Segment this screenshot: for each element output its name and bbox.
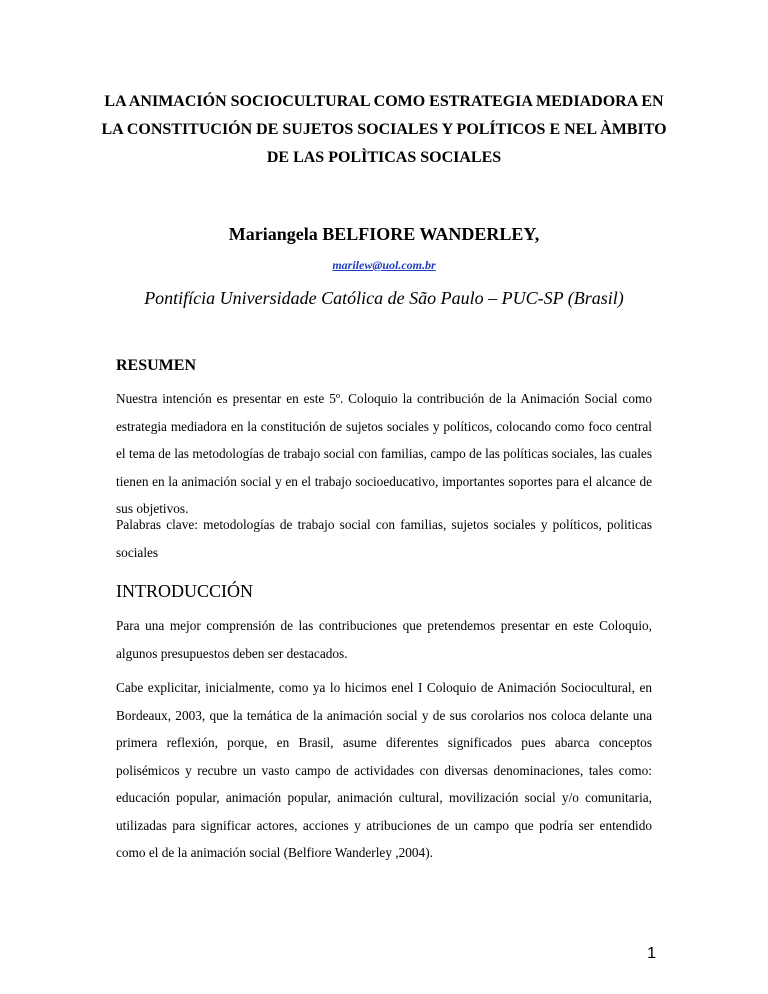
- author-email: [100, 257, 668, 273]
- author-name: Mariangela BELFIORE WANDERLEY,: [228, 224, 540, 244]
- email-link[interactable]: marilew@uol.com.br: [332, 258, 436, 272]
- introduccion-heading: INTRODUCCIÓN: [116, 581, 253, 601]
- intro-paragraph-2: Cabe explicitar, inicialmente, como ya lo hicimos enel I Coloquio de Animación Sociocultural, en Bordeaux, 2003, que la temática de la animación social y de sus corolarios nos coloca delante una primera reflexión, porque, en Brasil, asume diferentes significados pues abarca conceptos polisémicos y recubre un vasto campo de actividades con diversas denominaciones, tales como: educación popular, animación popular, animación cultural, movilización social y/o comunitaria, utilizadas para significar actores, acciones y atribuciones de un campo que podría ser entendido como el de la animación social (Belfiore Wanderley ,2004).: [116, 680, 652, 860]
- intro-paragraph-1: Para una mejor comprensión de las contribuciones que pretendemos presentar en este Coloquio, algunos presupuestos deben ser destacados.: [116, 618, 652, 661]
- resumen-heading: RESUMEN: [116, 357, 197, 374]
- resumen-paragraph: Nuestra intención es presentar en este 5º. Coloquio la contribución de la Animación Social como estrategia mediadora en la constitución de sujetos sociales y políticos, colocando como foco central el tema de las metodologías de trabajo social con familias, campo de las políticas sociales, las cuales tienen en la animación social y en el trabajo socioeducativo, importantes soportes para el alcance de sus objetivos.: [116, 391, 652, 516]
- keywords-paragraph: Palabras clave: metodologías de trabajo social con familias, sujetos sociales y políticos, politicas sociales: [116, 517, 652, 560]
- document-title: LA ANIMACIÓN SOCIOCULTURAL COMO ESTRATEGIA MEDIADORA EN LA CONSTITUCIÓN DE SUJETOS SOCIALES Y POLÍTICOS E NEL ÀMBITO DE LAS POLÌTICAS SOCIALES: [101, 93, 667, 166]
- page-number: 1: [647, 945, 656, 962]
- affiliation: Pontifícia Universidade Católica de São Paulo – PUC-SP (Brasil): [144, 288, 624, 308]
